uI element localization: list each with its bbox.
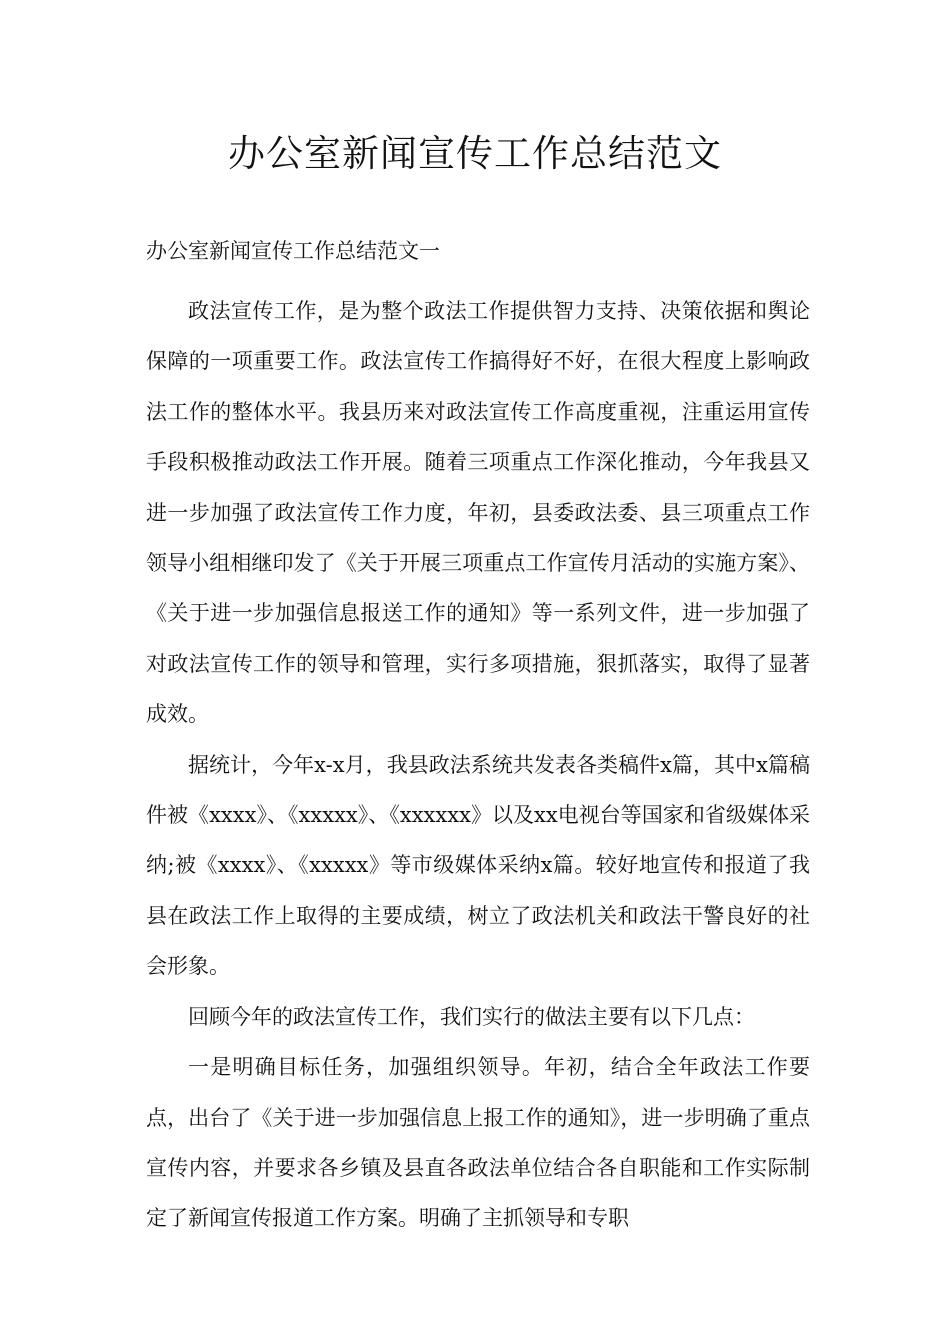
- document-title: 办公室新闻宣传工作总结范文: [228, 132, 722, 175]
- paragraph-3: 回顾今年的政法宣传工作，我们实行的做法主要有以下几点：: [188, 1004, 755, 1029]
- document-subtitle: 办公室新闻宣传工作总结范文一: [146, 239, 440, 263]
- paragraph-4: 一是明确目标任务，加强组织领导。年初，结合全年政法工作要点，出台了《关于进一步加强信息上报工作的通知》，进一步明确了重点宣传内容，并要求各乡镇及县直各政法单位结合各自职能和工作实际制定了新闻宣传报道工作方案。明确了主抓领导和专职: [146, 1055, 810, 1231]
- paragraph-1: 政法宣传工作，是为整个政法工作提供智力支持、决策依据和舆论保障的一项重要工作。政法宣传工作搞得好不好，在很大程度上影响政法工作的整体水平。我县历来对政法宣传工作高度重视，注重运用宣传手段积极推动政法工作开展。随着三项重点工作深化推动，今年我县又进一步加强了政法宣传工作力度，年初，县委政法委、县三项重点工作领导小组相继印发了《关于开展三项重点工作宣传月活动的实施方案》、《关于进一步加强信息报送工作的通知》等一系列文件，进一步加强了对政法宣传工作的领导和管理，实行多项措施，狠抓落实，取得了显著成效。: [146, 299, 810, 727]
- paragraph-2: 据统计，今年x-x月，我县政法系统共发表各类稿件x篇，其中x篇稿件被《xxxx》、《xxxxx》、《xxxxxx》以及xx电视台等国家和省级媒体采纳;被《xxxx》、《xxxxx》等市级媒体采纳x篇。较好地宣传和报道了我县在政法工作上取得的主要成绩，树立了政法机关和政法干警良好的社会形象。: [146, 752, 810, 979]
- document-body: [146, 286, 810, 1244]
